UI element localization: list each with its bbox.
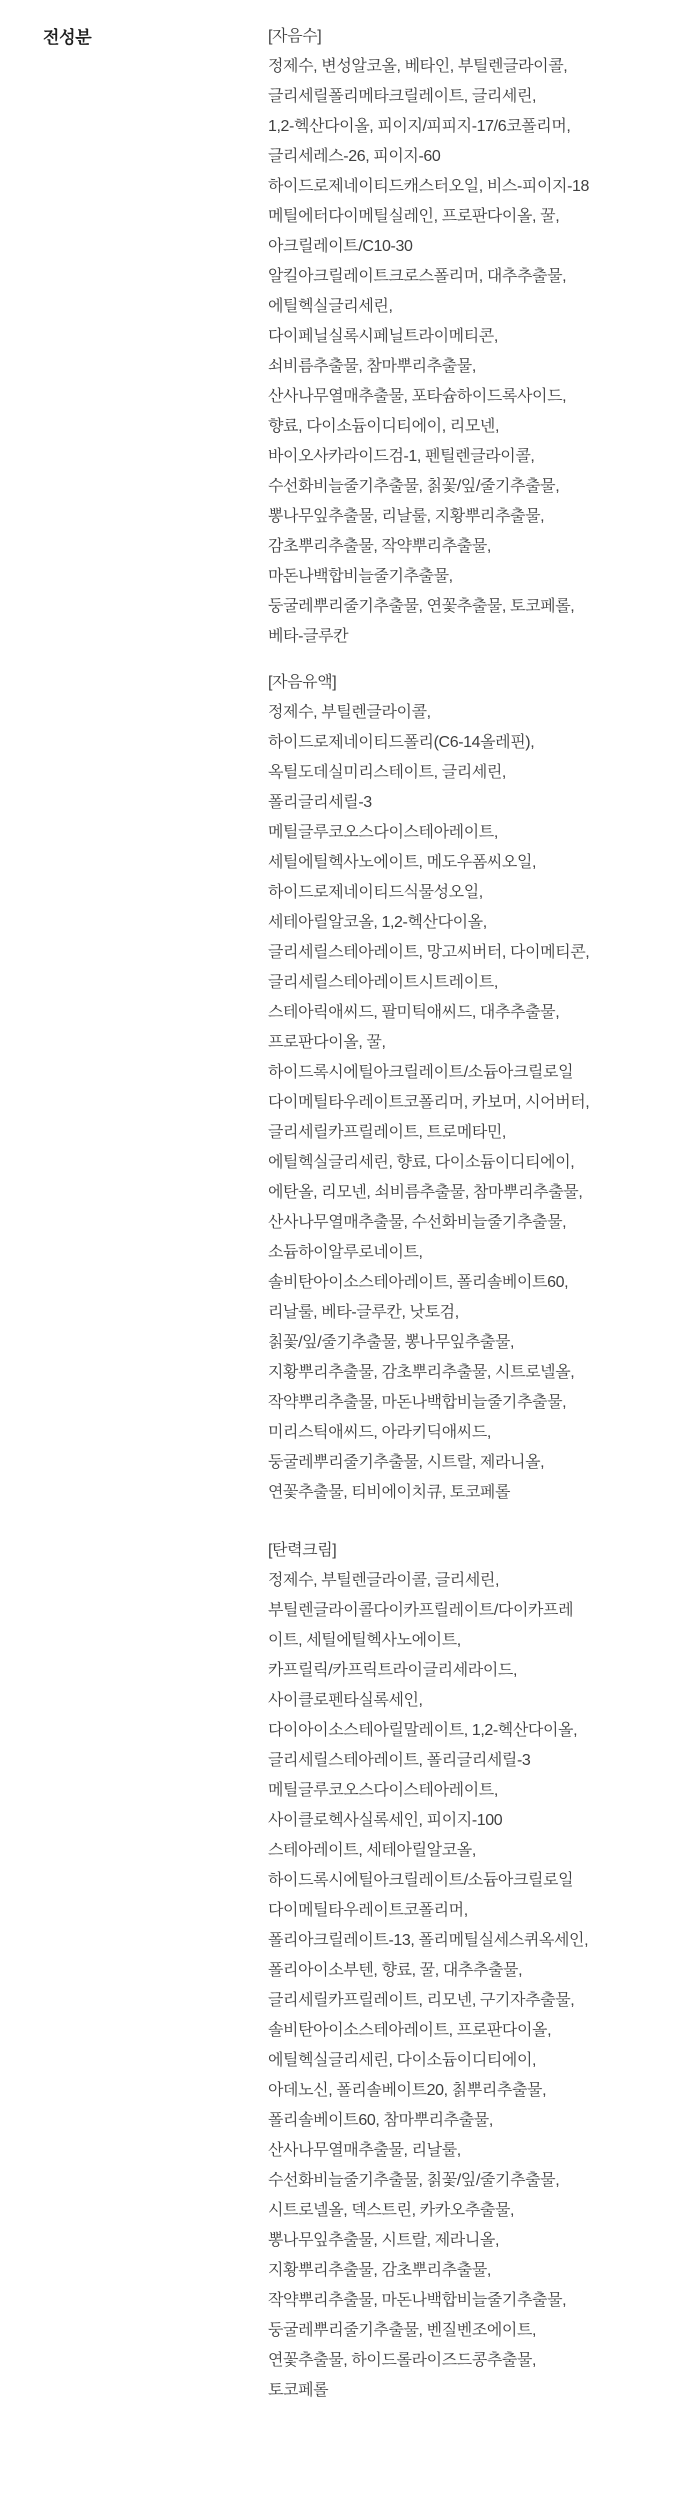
ingredient-line: 에틸헥실글리세린, 향료, 다이소듐이디티에이,: [268, 1154, 575, 1171]
ingredient-line: 다이메틸타우레이트코폴리머,: [268, 1902, 468, 1919]
ingredient-section: [268, 668, 668, 1508]
ingredient-line: 이트, 세틸에틸헥사노에이트,: [268, 1632, 461, 1649]
ingredient-section: [268, 1536, 668, 2406]
ingredient-line: 지황뿌리추출물, 감초뿌리추출물, 시트로넬올,: [268, 1364, 575, 1381]
section-title: [자음유액]: [268, 674, 337, 691]
ingredient-line: 시트로넬올, 덱스트린, 카카오추출물,: [268, 2202, 515, 2219]
ingredient-line: 칡꽃/잎/줄기추출물, 뽕나무잎추출물,: [268, 1334, 515, 1351]
ingredient-line: 하이드로제네이티드식물성오일,: [268, 884, 483, 901]
ingredient-line: 하이드록시에틸아크릴레이트/소듐아크릴로일: [268, 1064, 574, 1081]
ingredient-line: 세테아릴알코올, 1,2-헥산다이올,: [268, 914, 487, 931]
ingredient-line: 메틸에터다이메틸실레인, 프로판다이올, 꿀,: [268, 208, 560, 225]
ingredient-line: 에탄올, 리모넨, 쇠비름추출물, 참마뿌리추출물,: [268, 1184, 583, 1201]
ingredient-line: 토코페롤: [268, 2382, 329, 2399]
ingredient-line: 정제수, 부틸렌글라이콜, 글리세린,: [268, 1572, 500, 1589]
ingredient-line: 마돈나백합비늘줄기추출물,: [268, 568, 453, 585]
ingredient-line: 폴리아이소부텐, 향료, 꿀, 대추추출물,: [268, 1962, 523, 1979]
ingredient-line: 솔비탄아이소스테아레이트, 프로판다이올,: [268, 2022, 552, 2039]
ingredient-line: 메틸글루코오스다이스테아레이트,: [268, 1782, 498, 1799]
ingredient-line: 폴리솔베이트60, 참마뿌리추출물,: [268, 2112, 493, 2129]
ingredient-line: 둥굴레뿌리줄기추출물, 벤질벤조에이트,: [268, 2322, 537, 2339]
ingredient-line: 리날룰, 베타-글루칸, 낫토검,: [268, 1304, 459, 1321]
ingredient-line: 글리세릴폴리메타크릴레이트, 글리세린,: [268, 88, 537, 105]
ingredient-line: 수선화비늘줄기추출물, 칡꽃/잎/줄기추출물,: [268, 478, 560, 495]
ingredient-line: 글리세릴스테아레이트, 망고씨버터, 다이메티콘,: [268, 944, 590, 961]
ingredient-line: 다이메틸타우레이트코폴리머, 카보머, 시어버터,: [268, 1094, 590, 1111]
ingredient-line: 정제수, 부틸렌글라이콜,: [268, 704, 431, 721]
ingredient-line: 프로판다이올, 꿀,: [268, 1034, 386, 1051]
ingredient-line: 글리세릴카프릴레이트, 트로메타민,: [268, 1124, 506, 1141]
ingredient-line: 아크릴레이트/C10-30: [268, 238, 413, 255]
ingredient-line: 메틸글루코오스다이스테아레이트,: [268, 824, 498, 841]
ingredient-line: 연꽃추출물, 하이드롤라이즈드콩추출물,: [268, 2352, 537, 2369]
ingredient-line: 베타-글루칸: [268, 628, 349, 645]
ingredient-line: 다이아이소스테아릴말레이트, 1,2-헥산다이올,: [268, 1722, 578, 1739]
ingredient-line: 에틸헥실글리세린, 다이소듐이디티에이,: [268, 2052, 537, 2069]
ingredient-line: 산사나무열매추출물, 리날룰,: [268, 2142, 461, 2159]
ingredient-line: 솔비탄아이소스테아레이트, 폴리솔베이트60,: [268, 1274, 569, 1291]
ingredient-line: 사이클로펜타실록세인,: [268, 1692, 423, 1709]
ingredient-line: 1,2-헥산다이올, 피이지/피피지-17/6코폴리머,: [268, 118, 571, 135]
ingredient-line: 카프릴릭/카프릭트라이글리세라이드,: [268, 1662, 517, 1679]
ingredient-line: 작약뿌리추출물, 마돈나백합비늘줄기추출물,: [268, 2292, 567, 2309]
ingredient-section: [268, 22, 668, 652]
ingredient-line: 글리세릴카프릴레이트, 리모넨, 구기자추출물,: [268, 1992, 575, 2009]
ingredient-line: 세틸에틸헥사노에이트, 메도우폼씨오일,: [268, 854, 537, 871]
ingredient-line: 부틸렌글라이콜다이카프릴레이트/다이카프레: [268, 1602, 574, 1619]
ingredient-line: 감초뿌리추출물, 작약뿌리추출물,: [268, 538, 491, 555]
ingredient-line: 바이오사카라이드검-1, 펜틸렌글라이콜,: [268, 448, 535, 465]
ingredient-line: 옥틸도데실미리스테이트, 글리세린,: [268, 764, 506, 781]
ingredients-label: 전성분: [43, 28, 92, 47]
ingredient-sections: [268, 22, 668, 2406]
ingredient-line: 하이드로제네이티드캐스터오일, 비스-피이지-18: [268, 178, 590, 195]
ingredient-line: 뽕나무잎추출물, 리날룰, 지황뿌리추출물,: [268, 508, 545, 525]
ingredient-line: 다이페닐실록시페닐트라이메티콘,: [268, 328, 498, 345]
ingredient-line: 하이드로제네이티드폴리(C6-14올레핀),: [268, 734, 535, 751]
ingredient-line: 글리세릴스테아레이트시트레이트,: [268, 974, 498, 991]
ingredient-line: 정제수, 변성알코올, 베타인, 부틸렌글라이콜,: [268, 58, 568, 75]
ingredient-line: 지황뿌리추출물, 감초뿌리추출물,: [268, 2262, 491, 2279]
section-title: [탄력크림]: [268, 1542, 337, 1559]
ingredient-line: 둥굴레뿌리줄기추출물, 연꽃추출물, 토코페롤,: [268, 598, 575, 615]
ingredient-line: 둥굴레뿌리줄기추출물, 시트랄, 제라니올,: [268, 1454, 545, 1471]
ingredient-line: 스테아레이트, 세테아릴알코올,: [268, 1842, 476, 1859]
ingredient-line: 뽕나무잎추출물, 시트랄, 제라니올,: [268, 2232, 500, 2249]
ingredient-line: 하이드록시에틸아크릴레이트/소듐아크릴로일: [268, 1872, 574, 1889]
ingredient-line: 에틸헥실글리세린,: [268, 298, 393, 315]
ingredient-line: 글리세릴스테아레이트, 폴리글리세릴-3: [268, 1752, 531, 1769]
ingredient-line: 사이클로헥사실록세인, 피이지-100: [268, 1812, 503, 1829]
ingredient-line: 향료, 다이소듐이디티에이, 리모넨,: [268, 418, 500, 435]
ingredient-line: 산사나무열매추출물, 포타슘하이드록사이드,: [268, 388, 567, 405]
ingredient-line: 수선화비늘줄기추출물, 칡꽃/잎/줄기추출물,: [268, 2172, 560, 2189]
ingredient-line: 미리스틱애씨드, 아라키딕애씨드,: [268, 1424, 491, 1441]
ingredient-line: 산사나무열매추출물, 수선화비늘줄기추출물,: [268, 1214, 567, 1231]
ingredient-line: 아데노신, 폴리솔베이트20, 칡뿌리추출물,: [268, 2082, 547, 2099]
section-title: [자음수]: [268, 28, 322, 45]
ingredient-line: 글리세레스-26, 피이지-60: [268, 148, 441, 165]
ingredient-line: 쇠비름추출물, 참마뿌리추출물,: [268, 358, 476, 375]
ingredient-line: 폴리아크릴레이트-13, 폴리메틸실세스퀴옥세인,: [268, 1932, 589, 1949]
ingredient-line: 알킬아크릴레이트크로스폴리머, 대추추출물,: [268, 268, 567, 285]
ingredient-line: 연꽃추출물, 티비에이치큐, 토코페롤: [268, 1484, 511, 1501]
ingredient-line: 작약뿌리추출물, 마돈나백합비늘줄기추출물,: [268, 1394, 567, 1411]
ingredient-line: 폴리글리세릴-3: [268, 794, 372, 811]
ingredient-line: 스테아릭애씨드, 팔미틱애씨드, 대추추출물,: [268, 1004, 560, 1021]
ingredient-line: 소듐하이알루로네이트,: [268, 1244, 423, 1261]
